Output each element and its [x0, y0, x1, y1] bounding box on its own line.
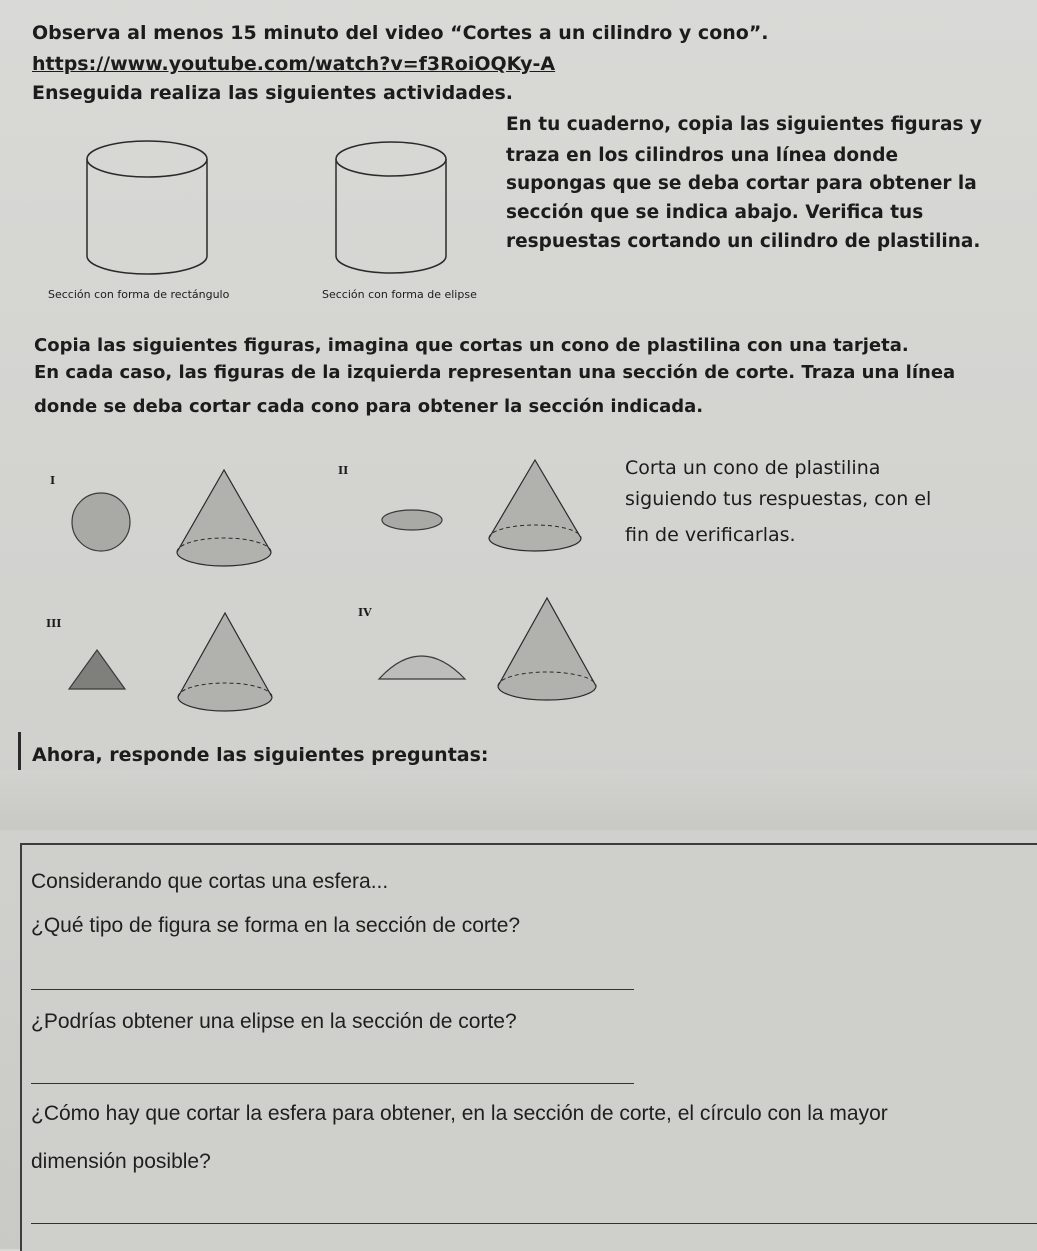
cone-instruction-2: En cada caso, las figuras de la izquierda representan una sección de corte. Traza una línea	[34, 362, 956, 383]
cylinder-instruction-5: respuestas cortando un cilindro de plastilina.	[506, 231, 981, 252]
page-gap	[0, 770, 1037, 830]
questions-heading: Ahora, responde las siguientes preguntas:	[32, 744, 489, 766]
cylinder-instruction-1: En tu cuaderno, copia las siguientes figuras y	[506, 114, 982, 135]
label-section-1: I	[50, 474, 56, 487]
question-3-line-1: ¿Cómo hay que cortar la esfera para obtener, en la sección de corte, el círculo con la mayor	[31, 1102, 888, 1125]
question-2: ¿Podrías obtener una elipse en la sección de corte?	[31, 1010, 517, 1033]
side-text-2: siguiendo tus respuestas, con el	[625, 488, 932, 510]
cone-figure-3	[178, 613, 272, 711]
cylinder-ellipse-figure	[336, 142, 446, 273]
header-line-1: Observa al menos 15 minuto del video “Cortes a un cilindro y cono”.	[32, 22, 769, 44]
cone-instruction-3: donde se deba cortar cada cono para obtener la sección indicada.	[34, 396, 704, 417]
video-link[interactable]: https://www.youtube.com/watch?v=f3RoiOQKy-A	[32, 53, 556, 75]
question-3-line-2: dimensión posible?	[31, 1150, 211, 1173]
questions-sheet	[20, 843, 1037, 1251]
section-triangle-shape	[69, 650, 125, 689]
section-ellipse-shape	[382, 510, 442, 530]
header-line-3: Enseguida realiza las siguientes actividades.	[32, 82, 514, 104]
cone-figure-2	[489, 460, 581, 551]
cone-instruction-1: Copia las siguientes figuras, imagina que cortas un cono de plastilina con una tarjeta.	[34, 335, 909, 356]
question-1: ¿Qué tipo de figura se forma en la sección de corte?	[31, 914, 521, 937]
answer-line-3[interactable]	[31, 1223, 1037, 1224]
side-text-3: fin de verificarlas.	[625, 524, 796, 546]
answer-line-2[interactable]	[31, 1083, 634, 1084]
sphere-intro: Considerando que cortas una esfera...	[31, 870, 389, 893]
label-section-4: IV	[358, 606, 372, 619]
cylinder-instruction-3: supongas que se deba cortar para obtener la	[506, 173, 977, 194]
cylinder-instruction-2: traza en los cilindros una línea donde	[506, 145, 898, 166]
cylinder-instruction-4: sección que se indica abajo. Verifica tus	[506, 202, 924, 223]
section-circle-shape	[72, 493, 130, 551]
label-section-3: III	[46, 617, 62, 630]
label-section-2: II	[338, 464, 349, 477]
cone-figure-1	[177, 470, 271, 566]
caption-ellipse-section: Sección con forma de elipse	[322, 288, 477, 301]
section-parabola-shape	[379, 656, 465, 679]
cone-figure-4	[498, 598, 596, 700]
caption-rectangle-section: Sección con forma de rectángulo	[48, 288, 230, 301]
side-text-1: Corta un cono de plastilina	[625, 457, 881, 479]
cylinder-rectangle-figure	[87, 141, 207, 274]
answer-line-1[interactable]	[31, 989, 634, 990]
